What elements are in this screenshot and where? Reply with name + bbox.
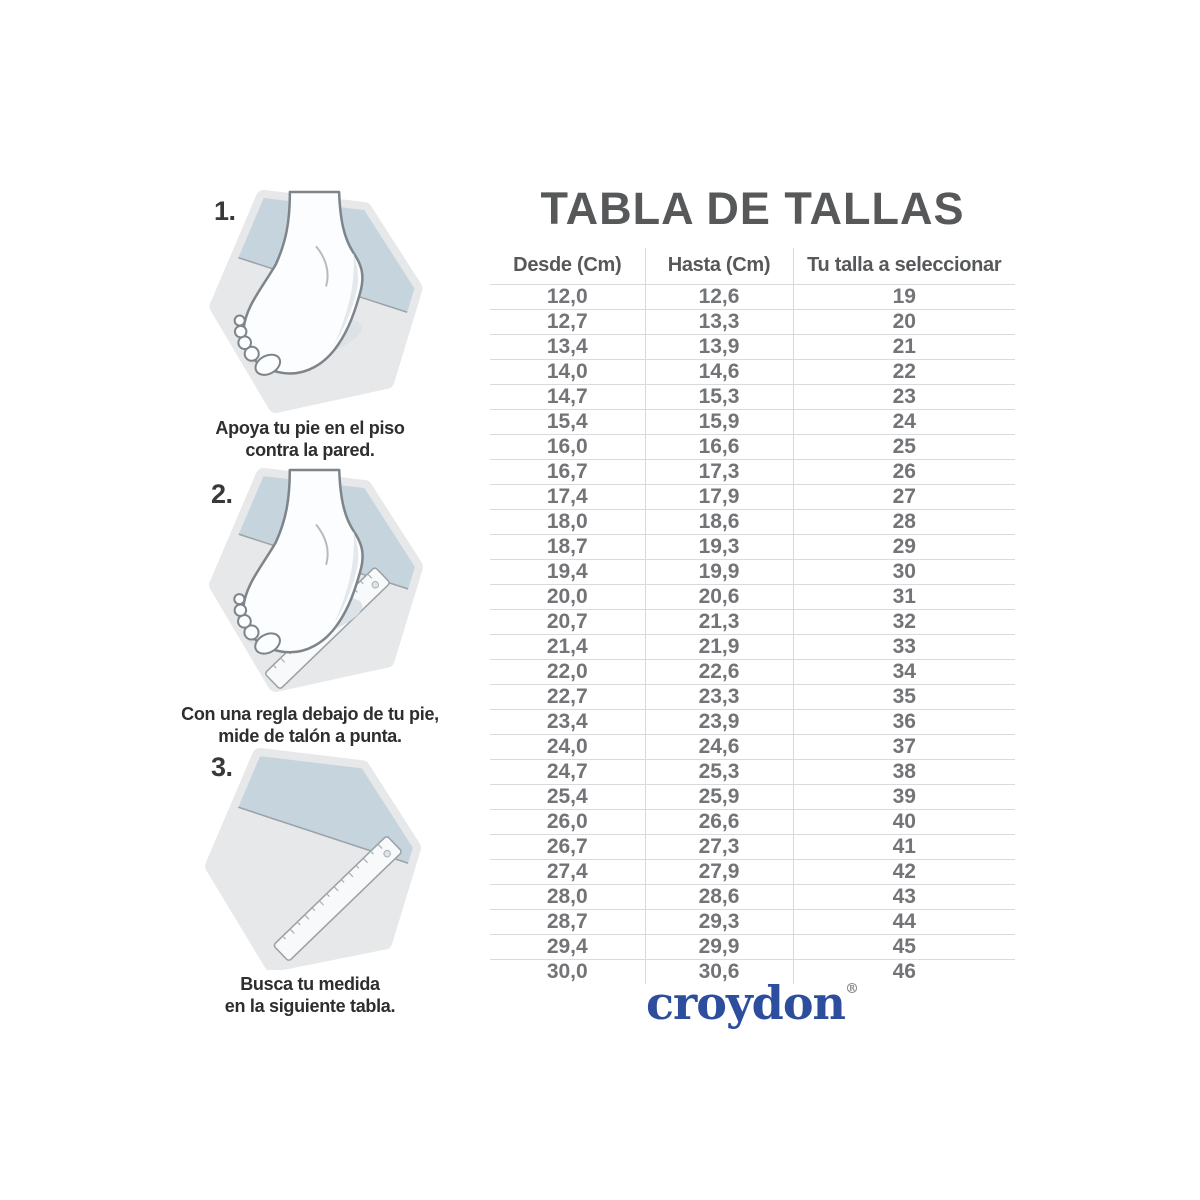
table-row [490, 459, 1015, 484]
cell-talla: 26 [793, 459, 1015, 484]
table-row [490, 434, 1015, 459]
cell-desde: 13,4 [490, 334, 645, 359]
table-row [490, 734, 1015, 759]
table-row [490, 284, 1015, 309]
cell-hasta: 12,6 [645, 284, 793, 309]
cell-talla: 34 [793, 659, 1015, 684]
cell-hasta: 24,6 [645, 734, 793, 759]
cell-desde: 28,7 [490, 909, 645, 934]
table-row [490, 834, 1015, 859]
step-1-caption [170, 417, 450, 461]
cell-hasta: 15,9 [645, 409, 793, 434]
table-row [490, 934, 1015, 959]
table-row [490, 359, 1015, 384]
cell-desde: 21,4 [490, 634, 645, 659]
cell-talla: 41 [793, 834, 1015, 859]
cell-hasta: 19,9 [645, 559, 793, 584]
cell-talla: 23 [793, 384, 1015, 409]
cell-desde: 29,4 [490, 934, 645, 959]
cell-talla: 45 [793, 934, 1015, 959]
step-1-caption-line1: Apoya tu pie en el piso [215, 418, 405, 438]
cell-hasta: 17,9 [645, 484, 793, 509]
cell-desde: 25,4 [490, 784, 645, 809]
cell-talla: 35 [793, 684, 1015, 709]
cell-hasta: 21,9 [645, 634, 793, 659]
column-header-desde: Desde (Cm) [513, 254, 622, 277]
column-header-hasta: Hasta (Cm) [645, 248, 793, 284]
step-3-number: 3. [211, 752, 233, 782]
table-row [490, 659, 1015, 684]
foot-with-ruler-illustration [203, 468, 425, 700]
cell-talla: 20 [793, 309, 1015, 334]
cell-talla: 19 [793, 284, 1015, 309]
foot-against-wall-illustration [203, 190, 425, 416]
cell-hasta: 16,6 [645, 434, 793, 459]
cell-talla: 29 [793, 534, 1015, 559]
cell-desde: 20,0 [490, 584, 645, 609]
table-row [490, 309, 1015, 334]
cell-hasta: 26,6 [645, 809, 793, 834]
cell-talla: 46 [793, 959, 1015, 984]
table-row [490, 634, 1015, 659]
step-2-caption-line2: mide de talón a punta. [218, 726, 402, 746]
cell-desde: 18,0 [490, 509, 645, 534]
cell-desde: 14,0 [490, 359, 645, 384]
cell-talla: 36 [793, 709, 1015, 734]
cell-hasta: 23,9 [645, 709, 793, 734]
cell-hasta: 25,9 [645, 784, 793, 809]
cell-talla: 30 [793, 559, 1015, 584]
cell-desde: 12,7 [490, 309, 645, 334]
table-row [490, 509, 1015, 534]
ruler-on-floor-illustration [198, 748, 424, 970]
table-row [490, 484, 1015, 509]
table-row [490, 384, 1015, 409]
cell-hasta: 22,6 [645, 659, 793, 684]
table-row [490, 584, 1015, 609]
table-row [490, 784, 1015, 809]
size-table-header-row [490, 248, 1015, 284]
cell-hasta: 18,6 [645, 509, 793, 534]
cell-desde: 15,4 [490, 409, 645, 434]
cell-hasta: 13,3 [645, 309, 793, 334]
cell-hasta: 29,3 [645, 909, 793, 934]
cell-desde: 22,7 [490, 684, 645, 709]
cell-talla: 21 [793, 334, 1015, 359]
cell-talla: 22 [793, 359, 1015, 384]
cell-talla: 32 [793, 609, 1015, 634]
cell-talla: 24 [793, 409, 1015, 434]
table-row [490, 334, 1015, 359]
cell-desde: 16,0 [490, 434, 645, 459]
registered-trademark-icon: ® [844, 981, 859, 997]
cell-desde: 26,0 [490, 809, 645, 834]
step-3-caption-line1: Busca tu medida [240, 974, 380, 994]
cell-desde: 24,7 [490, 759, 645, 784]
cell-hasta: 27,9 [645, 859, 793, 884]
cell-talla: 42 [793, 859, 1015, 884]
cell-talla: 38 [793, 759, 1015, 784]
step-2-number: 2. [211, 479, 233, 509]
size-table [490, 248, 1015, 984]
step-1-number: 1. [214, 196, 236, 226]
cell-talla: 43 [793, 884, 1015, 909]
cell-desde: 12,0 [490, 284, 645, 309]
table-row [490, 859, 1015, 884]
cell-hasta: 28,6 [645, 884, 793, 909]
cell-hasta: 17,3 [645, 459, 793, 484]
cell-hasta: 25,3 [645, 759, 793, 784]
cell-talla: 33 [793, 634, 1015, 659]
cell-hasta: 23,3 [645, 684, 793, 709]
cell-talla: 44 [793, 909, 1015, 934]
cell-hasta: 21,3 [645, 609, 793, 634]
step-3-caption [170, 973, 450, 1017]
cell-desde: 26,7 [490, 834, 645, 859]
cell-desde: 19,4 [490, 559, 645, 584]
cell-hasta: 19,3 [645, 534, 793, 559]
cell-hasta: 15,3 [645, 384, 793, 409]
cell-desde: 23,4 [490, 709, 645, 734]
croydon-logo-text: croydon [646, 976, 845, 1030]
cell-talla: 25 [793, 434, 1015, 459]
table-row [490, 809, 1015, 834]
table-row [490, 609, 1015, 634]
cell-desde: 16,7 [490, 459, 645, 484]
cell-hasta: 13,9 [645, 334, 793, 359]
cell-talla: 28 [793, 509, 1015, 534]
column-header-talla: Tu talla a seleccionar [793, 248, 1015, 284]
cell-hasta: 29,9 [645, 934, 793, 959]
cell-talla: 27 [793, 484, 1015, 509]
step-3-caption-line2: en la siguiente tabla. [224, 996, 396, 1016]
cell-talla: 37 [793, 734, 1015, 759]
table-row [490, 409, 1015, 434]
step-2-caption-line1: Con una regla debajo de tu pie, [181, 704, 439, 724]
cell-desde: 24,0 [490, 734, 645, 759]
size-table-body [490, 284, 1015, 984]
page-title: TABLA DE TALLAS [540, 183, 965, 234]
cell-talla: 31 [793, 584, 1015, 609]
table-row [490, 534, 1015, 559]
table-row [490, 684, 1015, 709]
croydon-logo [490, 976, 1015, 1030]
step-1-caption-line2: contra la pared. [245, 440, 375, 460]
cell-desde: 30,0 [490, 959, 645, 984]
cell-talla: 39 [793, 784, 1015, 809]
cell-desde: 28,0 [490, 884, 645, 909]
step-2-caption [160, 703, 460, 747]
cell-desde: 22,0 [490, 659, 645, 684]
table-row [490, 759, 1015, 784]
table-row [490, 884, 1015, 909]
table-row [490, 909, 1015, 934]
cell-desde: 20,7 [490, 609, 645, 634]
cell-talla: 40 [793, 809, 1015, 834]
cell-desde: 14,7 [490, 384, 645, 409]
cell-hasta: 14,6 [645, 359, 793, 384]
cell-hasta: 20,6 [645, 584, 793, 609]
cell-desde: 18,7 [490, 534, 645, 559]
cell-desde: 17,4 [490, 484, 645, 509]
cell-hasta: 30,6 [645, 959, 793, 984]
cell-hasta: 27,3 [645, 834, 793, 859]
table-row [490, 559, 1015, 584]
cell-desde: 27,4 [490, 859, 645, 884]
table-row [490, 709, 1015, 734]
